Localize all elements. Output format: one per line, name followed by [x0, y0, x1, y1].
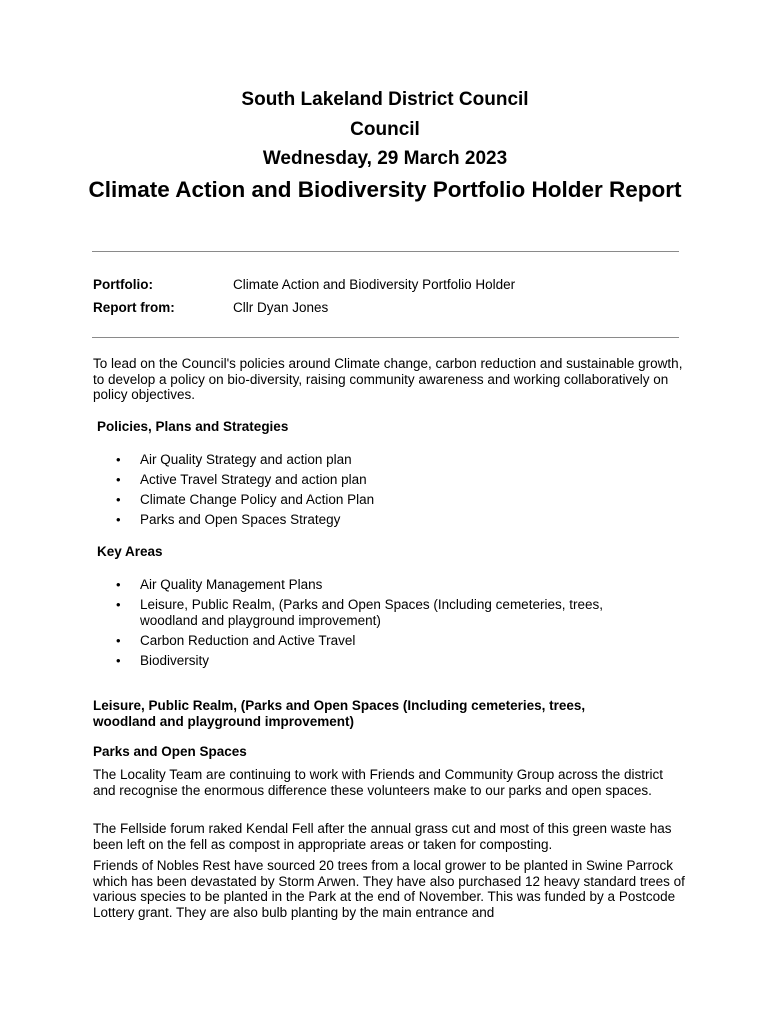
list-item	[114, 472, 674, 488]
list-item-text: Climate Change Policy and Action Plan	[140, 492, 375, 507]
section-paragraph-3: Friends of Nobles Rest have sourced 20 trees from a local grower to be planted in Swine Parrock which has been devastated by Storm Arwen. They have also purchased 12 heavy standard trees of various species to be planted in the Park at the end of November. This was funded by a Postcode Lottery grant. They are also bulb planting by the main entrance and	[93, 858, 685, 920]
section-paragraph-1: The Locality Team are continuing to work with Friends and Community Group across the district and recognise the enormous difference these volunteers make to our parks and open spaces.	[93, 767, 663, 798]
list-item	[114, 633, 674, 649]
list-item-text: Leisure, Public Realm, (Parks and Open Spaces (Including cemeteries, trees, woodland and playground improvement)	[140, 597, 603, 628]
list-item-text: Air Quality Management Plans	[140, 577, 323, 592]
meeting-heading: Council	[350, 119, 420, 140]
key-areas-heading: Key Areas	[97, 544, 163, 559]
section-heading: Leisure, Public Realm, (Parks and Open Spaces (Including cemeteries, trees, woodland and playground improvement)	[93, 698, 586, 729]
policies-heading: Policies, Plans and Strategies	[97, 419, 289, 434]
list-item	[114, 597, 640, 629]
list-item-text: Biodiversity	[140, 653, 210, 668]
top-divider	[92, 251, 679, 252]
bullet-icon: •	[116, 512, 121, 527]
list-item-text: Parks and Open Spaces Strategy	[140, 512, 341, 527]
bullet-icon: •	[116, 597, 121, 612]
portfolio-label: Portfolio:	[93, 277, 153, 292]
bullet-icon: •	[116, 492, 121, 507]
bullet-icon: •	[116, 653, 121, 668]
intro-paragraph: To lead on the Council's policies around Climate change, carbon reduction and sustainable growth, to develop a policy on bio-diversity, raising community awareness and working collaboratively on policy objectives.	[93, 356, 683, 402]
list-item-text: Air Quality Strategy and action plan	[140, 452, 352, 467]
portfolio-value: Climate Action and Biodiversity Portfolio Holder	[233, 277, 516, 292]
meeting-date: Wednesday, 29 March 2023	[262, 148, 508, 169]
list-item	[114, 512, 674, 528]
bullet-icon: •	[116, 633, 121, 648]
list-item	[114, 577, 674, 593]
bullet-icon: •	[116, 577, 121, 592]
list-item-text: Carbon Reduction and Active Travel	[140, 633, 356, 648]
list-item	[114, 452, 674, 468]
report-from-value: Cllr Dyan Jones	[233, 300, 329, 315]
policies-list	[114, 452, 674, 532]
list-item	[114, 653, 674, 669]
section-subheading: Parks and Open Spaces	[93, 744, 247, 759]
list-item-text: Active Travel Strategy and action plan	[140, 472, 367, 487]
bullet-icon: •	[116, 472, 121, 487]
list-item	[114, 492, 674, 508]
report-title: Climate Action and Biodiversity Portfolio Holder Report	[88, 177, 682, 202]
organisation-heading: South Lakeland District Council	[241, 89, 529, 110]
bottom-divider	[92, 337, 679, 338]
section-paragraph-2: The Fellside forum raked Kendal Fell after the annual grass cut and most of this green waste has been left on the fell as compost in appropriate areas or taken for composting.	[93, 821, 672, 852]
key-areas-list	[114, 577, 674, 673]
report-from-label: Report from:	[93, 300, 175, 315]
bullet-icon: •	[116, 452, 121, 467]
